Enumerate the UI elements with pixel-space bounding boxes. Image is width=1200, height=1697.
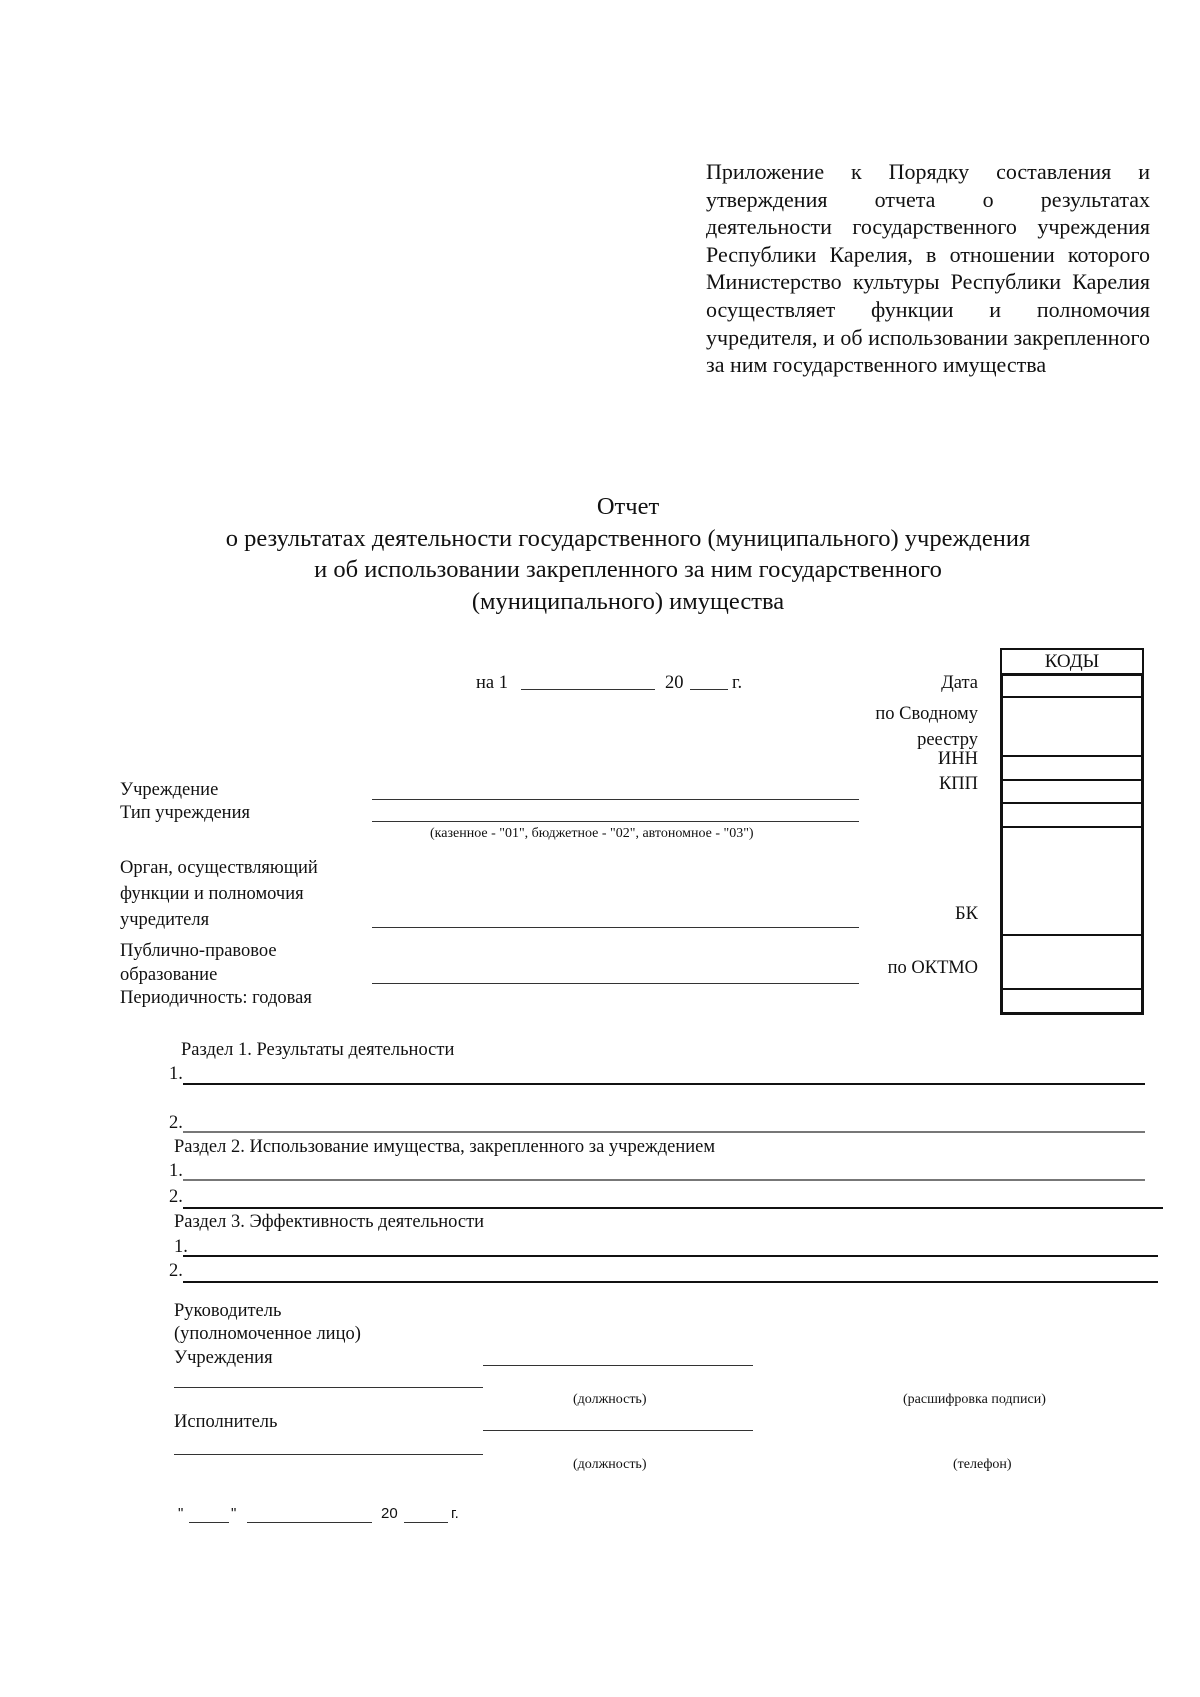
head-label-2: (уполномоченное лицо): [174, 1324, 361, 1344]
date-prefix: на 1: [476, 673, 508, 693]
section-3-item-1: 1.: [174, 1237, 188, 1257]
footer-day-blank[interactable]: [189, 1522, 229, 1523]
date-suffix: г.: [732, 673, 743, 693]
footer-suffix: г.: [451, 1505, 459, 1522]
executor-position-line[interactable]: [483, 1430, 753, 1431]
label-institution-type: Тип учреждения: [120, 803, 250, 823]
code-label-registry-2: реестру: [917, 730, 978, 750]
codes-row-divider: [1003, 988, 1141, 990]
report-subtitle-1: о результатах деятельности государственного (муниципального) учреждения: [225, 525, 1031, 552]
code-label-oktmo: по ОКТМО: [887, 958, 978, 978]
label-public-2: образование: [120, 965, 218, 985]
report-subtitle-2: и об использовании закрепленного за ним государственного: [314, 556, 942, 583]
code-label-registry-1: по Сводному: [875, 704, 978, 724]
label-periodicity: Периодичность: годовая: [120, 988, 312, 1008]
code-label-date: Дата: [941, 673, 978, 693]
organ-field-line[interactable]: [372, 927, 859, 928]
section-1-line-2[interactable]: [183, 1131, 1145, 1133]
codes-row-divider: [1003, 826, 1141, 828]
section-1-line-1[interactable]: [183, 1083, 1145, 1085]
section-3-line-1[interactable]: [183, 1255, 1158, 1257]
head-decoding-caption: (расшифровка подписи): [903, 1392, 1046, 1407]
section-1-item-2: 2.: [169, 1113, 183, 1133]
section-3-line-2[interactable]: [183, 1281, 1158, 1283]
footer-quote-open: ": [178, 1505, 184, 1522]
code-label-inn: ИНН: [937, 749, 978, 769]
label-institution: Учреждение: [120, 780, 219, 800]
codes-row-divider: [1003, 802, 1141, 804]
code-label-bk: БК: [955, 904, 978, 924]
head-label-1: Руководитель: [174, 1301, 282, 1321]
appendix-text: Приложение к Порядку составления и утверждения отчета о результатах деятельности государственного учреждения Республики Карелия, в отношении которого Министерство культуры Республики Карелия осуществляет функции и полномочия учредителя, и об использовании закрепленного за ним государственного имущества: [706, 159, 1150, 378]
public-field-line[interactable]: [372, 983, 859, 984]
footer-month-blank[interactable]: [247, 1522, 372, 1523]
date-year-prefix: 20: [665, 673, 684, 693]
footer-quote-close: ": [231, 1505, 237, 1522]
section-3-title: Раздел 3. Эффективность деятельности: [174, 1212, 485, 1232]
codes-row-divider: [1003, 755, 1141, 757]
label-organ-2: функции и полномочия: [120, 884, 304, 904]
section-2-item-1: 1.: [169, 1161, 183, 1181]
footer-year-prefix: 20: [381, 1505, 398, 1522]
executor-label: Исполнитель: [174, 1412, 278, 1432]
head-label-3: Учреждения: [174, 1348, 273, 1368]
section-2-line-1[interactable]: [183, 1179, 1145, 1181]
section-3-item-2: 2.: [169, 1261, 183, 1281]
head-signature-line[interactable]: [174, 1387, 483, 1388]
executor-position-caption: (должность): [573, 1457, 647, 1472]
label-public-1: Публично-правовое: [120, 941, 277, 961]
executor-phone-caption: (телефон): [953, 1457, 1012, 1472]
section-2-item-2: 2.: [169, 1187, 183, 1207]
section-1-item-1: 1.: [169, 1064, 183, 1084]
code-label-kpp: КПП: [938, 774, 978, 794]
head-position-line[interactable]: [483, 1365, 753, 1366]
institution-field-line[interactable]: [372, 799, 859, 800]
institution-type-field-line[interactable]: [372, 821, 859, 822]
institution-type-hint: (казенное - "01", бюджетное - "02", автономное - "03"): [430, 826, 754, 841]
codes-row-divider: [1003, 696, 1141, 698]
date-month-blank[interactable]: [521, 689, 655, 690]
section-2-title: Раздел 2. Использование имущества, закрепленного за учреждением: [174, 1137, 716, 1157]
label-organ-3: учредителя: [120, 910, 210, 930]
head-position-caption: (должность): [573, 1392, 647, 1407]
section-1-title: Раздел 1. Результаты деятельности: [181, 1040, 455, 1060]
footer-year-blank[interactable]: [404, 1522, 448, 1523]
executor-signature-line[interactable]: [174, 1454, 483, 1455]
report-title: Отчет: [596, 493, 660, 520]
codes-row-divider: [1003, 934, 1141, 936]
codes-table: [1000, 673, 1144, 1015]
codes-row-divider: [1003, 779, 1141, 781]
label-organ-1: Орган, осуществляющий: [120, 858, 318, 878]
report-subtitle-3: (муниципального) имущества: [471, 588, 785, 615]
date-year-blank[interactable]: [690, 689, 728, 690]
codes-header: КОДЫ: [1000, 648, 1144, 673]
